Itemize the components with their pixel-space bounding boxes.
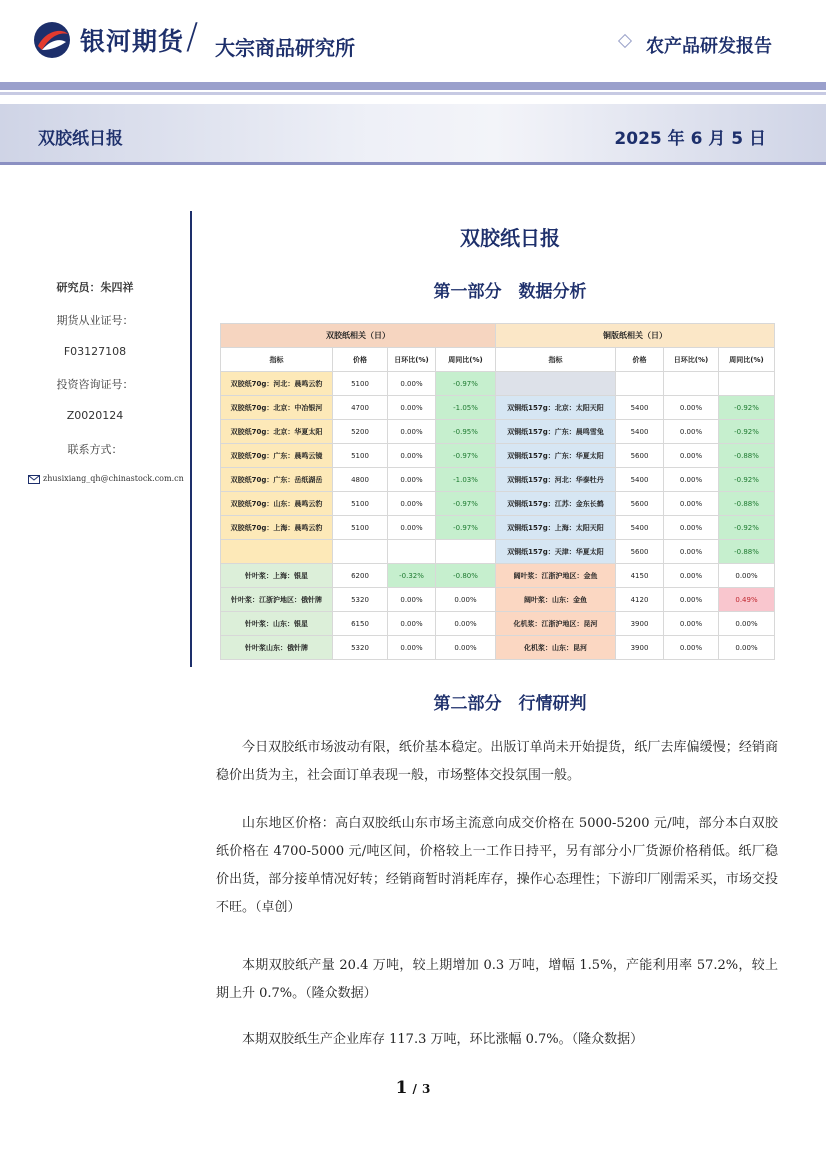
mail-icon [28, 475, 40, 484]
consult-number: Z0020124 [66, 409, 124, 422]
table-row [221, 516, 775, 540]
price-cell: 3900 [616, 612, 664, 636]
daily-change-cell: 0.00% [388, 396, 436, 420]
indicator-cell: 针叶浆：上海：银星 [221, 564, 333, 588]
weekly-change-cell: -0.95% [436, 420, 496, 444]
price-cell: 4700 [333, 396, 388, 420]
section-title-outlook: 第二部分 行情研判 [433, 694, 587, 714]
indicator-cell: 阔叶浆：江浙沪地区：金鱼 [496, 564, 616, 588]
price-cell: 5600 [616, 444, 664, 468]
daily-change-cell: 0.00% [388, 612, 436, 636]
price-cell: 5400 [616, 420, 664, 444]
weekly-change-cell: 0.00% [719, 564, 775, 588]
price-cell: 4120 [616, 588, 664, 612]
paragraph: 今日双胶纸市场波动有限，纸价基本稳定。出版订单尚未开始提货，纸厂去库偏缓慢；经销商稳价出货为主，社会面订单表现一般，市场整体交投氛围一般。 [216, 740, 778, 783]
sidebar-divider [190, 211, 192, 667]
indicator-cell: 化机浆：山东：昆河 [496, 636, 616, 660]
page-number [0, 1078, 826, 1098]
indicator-cell [496, 372, 616, 396]
indicator-cell: 双铜纸157g：上海：太阳天阳 [496, 516, 616, 540]
report-type: 农产品研发报告 [646, 36, 772, 57]
price-cell: 5400 [616, 396, 664, 420]
header-stripe-thin [0, 92, 826, 95]
daily-change-cell [664, 372, 719, 396]
indicator-cell: 针叶浆：山东：银星 [221, 612, 333, 636]
indicator-cell: 针叶浆山东：俄针牌 [221, 636, 333, 660]
contact-label: 联系方式： [67, 443, 123, 456]
daily-change-cell: 0.00% [664, 540, 719, 564]
weekly-change-cell: 0.49% [719, 588, 775, 612]
price-cell: 5200 [333, 420, 388, 444]
weekly-change-cell: -0.88% [719, 492, 775, 516]
price-cell: 5320 [333, 588, 388, 612]
daily-change-cell: 0.00% [664, 444, 719, 468]
license-number: F03127108 [63, 345, 127, 358]
indicator-cell: 双胶纸70g：广东：晨鸣云镜 [221, 444, 333, 468]
weekly-change-cell: -1.03% [436, 468, 496, 492]
weekly-change-cell: -0.80% [436, 564, 496, 588]
table-row [221, 612, 775, 636]
price-cell [333, 540, 388, 564]
indicator-cell: 阔叶浆：山东：金鱼 [496, 588, 616, 612]
price-cell [616, 372, 664, 396]
brand-name: 银河期货 [80, 27, 185, 56]
indicator-cell: 双胶纸70g：山东：晨鸣云豹 [221, 492, 333, 516]
col-header-daily: 日环比(%) [664, 348, 719, 372]
left-table-caption: 双胶纸相关（日） [221, 324, 496, 348]
col-header-indicator: 指标 [496, 348, 616, 372]
col-header-daily: 日环比(%) [388, 348, 436, 372]
price-cell: 5100 [333, 444, 388, 468]
page-total: 3 [422, 1082, 431, 1096]
daily-change-cell: 0.00% [664, 420, 719, 444]
daily-change-cell: 0.00% [388, 420, 436, 444]
page-current: 1 [395, 1078, 408, 1098]
table-row [221, 540, 775, 564]
daily-change-cell: 0.00% [664, 564, 719, 588]
daily-change-cell: 0.00% [388, 588, 436, 612]
header-stripe [0, 82, 826, 90]
price-cell: 6150 [333, 612, 388, 636]
consult-label: 投资咨询证号： [56, 378, 134, 391]
indicator-cell: 双铜纸157g：江苏：金东长鹤 [496, 492, 616, 516]
daily-change-cell: 0.00% [664, 516, 719, 540]
weekly-change-cell: -0.88% [719, 540, 775, 564]
weekly-change-cell: -0.97% [436, 492, 496, 516]
col-header-indicator: 指标 [221, 348, 333, 372]
weekly-change-cell [719, 372, 775, 396]
weekly-change-cell: 0.00% [436, 588, 496, 612]
weekly-change-cell: 0.00% [436, 612, 496, 636]
daily-change-cell: 0.00% [388, 516, 436, 540]
table-row [221, 588, 775, 612]
weekly-change-cell: -0.92% [719, 396, 775, 420]
table-row [221, 444, 775, 468]
daily-change-cell: 0.00% [388, 492, 436, 516]
weekly-change-cell: -0.92% [719, 468, 775, 492]
indicator-cell: 双胶纸70g：上海：晨鸣云豹 [221, 516, 333, 540]
institute-name: 大宗商品研究所 [215, 36, 355, 60]
table-row [221, 372, 775, 396]
weekly-change-cell: 0.00% [719, 636, 775, 660]
weekly-change-cell: 0.00% [719, 612, 775, 636]
price-cell: 5600 [616, 540, 664, 564]
daily-change-cell: 0.00% [664, 636, 719, 660]
price-cell: 5400 [616, 516, 664, 540]
price-cell: 4150 [616, 564, 664, 588]
daily-change-cell: 0.00% [664, 396, 719, 420]
daily-change-cell: 0.00% [388, 372, 436, 396]
daily-change-cell: 0.00% [664, 468, 719, 492]
weekly-change-cell: -0.97% [436, 372, 496, 396]
indicator-cell: 双胶纸70g：河北：晨鸣云豹 [221, 372, 333, 396]
price-cell: 3900 [616, 636, 664, 660]
price-cell: 5100 [333, 492, 388, 516]
indicator-cell: 针叶浆：江浙沪地区：俄针牌 [221, 588, 333, 612]
price-cell: 5600 [616, 492, 664, 516]
col-header-weekly: 周同比(%) [719, 348, 775, 372]
col-header-price: 价格 [333, 348, 388, 372]
daily-change-cell: 0.00% [388, 444, 436, 468]
indicator-cell: 双胶纸70g：广东：岳纸湖岳 [221, 468, 333, 492]
weekly-change-cell: 0.00% [436, 636, 496, 660]
table-row [221, 468, 775, 492]
daily-change-cell: 0.00% [664, 492, 719, 516]
price-cell: 4800 [333, 468, 388, 492]
table-row [221, 564, 775, 588]
contact-email-row [28, 474, 184, 484]
diamond-icon [618, 34, 632, 48]
table-body [221, 372, 775, 660]
daily-change-cell: -0.32% [388, 564, 436, 588]
price-cell: 5100 [333, 372, 388, 396]
section-title-data: 第一部分 数据分析 [433, 282, 587, 302]
table-row [221, 396, 775, 420]
indicator-cell: 双铜纸157g：广东：华夏太阳 [496, 444, 616, 468]
col-header-weekly: 周同比(%) [436, 348, 496, 372]
col-header-price: 价格 [616, 348, 664, 372]
indicator-cell: 双铜纸157g：天津：华夏太阳 [496, 540, 616, 564]
paragraph: 山东地区价格：高白双胶纸山东市场主流意向成交价格在 5000-5200 元/吨，部分本白双胶纸价格在 4700-5000 元/吨区间，价格较上一工作日持平，另有部分小厂货源价格稍低。纸厂稳价出货，部分接单情况好转；经销商暂时消耗库存，操作心态理性；下游印厂刚需采买，市场交投不旺。（卓创） [216, 816, 778, 915]
weekly-change-cell: -1.05% [436, 396, 496, 420]
indicator-cell [221, 540, 333, 564]
indicator-cell: 双铜纸157g：北京：太阳天阳 [496, 396, 616, 420]
band-title: 双胶纸日报 [38, 129, 123, 149]
daily-change-cell [388, 540, 436, 564]
daily-change-cell: 0.00% [388, 468, 436, 492]
table-row [221, 636, 775, 660]
header-divider: / [186, 16, 199, 57]
page-separator: / [412, 1082, 417, 1096]
weekly-change-cell: -0.97% [436, 444, 496, 468]
main-title: 双胶纸日报 [460, 226, 560, 250]
weekly-change-cell: -0.97% [436, 516, 496, 540]
page-header [0, 0, 826, 82]
paragraph: 本期双胶纸产量 20.4 万吨，较上期增加 0.3 万吨，增幅 1.5%，产能利用率 57.2%，较上期上升 0.7%。（隆众数据） [216, 958, 778, 1001]
indicator-cell: 双胶纸70g：北京：中冶银河 [221, 396, 333, 420]
price-cell: 5100 [333, 516, 388, 540]
title-band-line [0, 162, 826, 165]
weekly-change-cell: -0.92% [719, 516, 775, 540]
price-cell: 5320 [333, 636, 388, 660]
indicator-cell: 双铜纸157g：河北：华泰牡丹 [496, 468, 616, 492]
daily-change-cell: 0.00% [388, 636, 436, 660]
indicator-cell: 双胶纸70g：北京：华夏太阳 [221, 420, 333, 444]
daily-change-cell: 0.00% [664, 588, 719, 612]
table-row [221, 492, 775, 516]
researcher-name: 研究员：朱四祥 [56, 281, 134, 294]
table-row [221, 420, 775, 444]
license-label: 期货从业证号： [56, 314, 134, 327]
weekly-change-cell: -0.88% [719, 444, 775, 468]
galaxy-logo-icon [32, 20, 72, 60]
weekly-change-cell: -0.92% [719, 420, 775, 444]
indicator-cell: 双铜纸157g：广东：晨鸣雪兔 [496, 420, 616, 444]
indicator-cell: 化机浆：江浙沪地区：昆河 [496, 612, 616, 636]
price-cell: 6200 [333, 564, 388, 588]
price-table [220, 323, 775, 660]
daily-change-cell: 0.00% [664, 612, 719, 636]
price-cell: 5400 [616, 468, 664, 492]
right-table-caption: 铜版纸相关（日） [496, 324, 775, 348]
paragraph: 本期双胶纸生产企业库存 117.3 万吨，环比涨幅 0.7%。（隆众数据） [242, 1032, 644, 1047]
contact-email[interactable]: zhusixiang_qh@chinastock.com.cn [43, 474, 184, 483]
weekly-change-cell [436, 540, 496, 564]
report-date: 2025 年 6 月 5 日 [614, 129, 766, 149]
